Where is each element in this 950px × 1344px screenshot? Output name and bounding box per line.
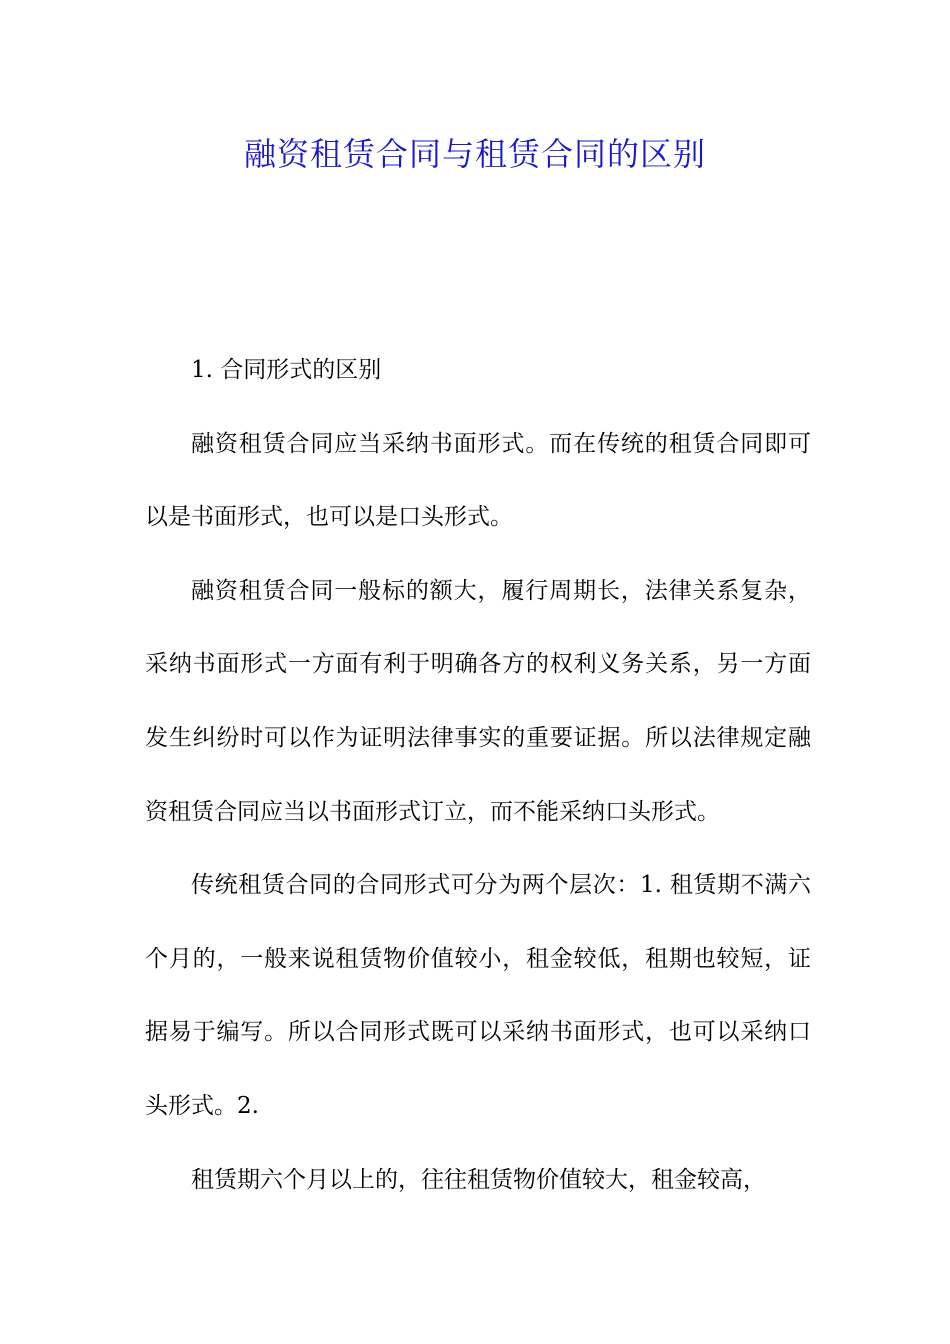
document-body bbox=[145, 334, 811, 1217]
section-heading: 1. 合同形式的区别 bbox=[191, 357, 382, 383]
paragraph: 传统租赁合同的合同形式可分为两个层次：1. 租赁期不满六个月的，一般来说租赁物价值较小，租金较低，租期也较短，证据易于编写。所以合同形式既可以采纳书面形式，也可以采纳口头形式。2. bbox=[145, 872, 811, 1119]
paragraph: 融资租赁合同一般标的额大，履行周期长，法律关系复杂，采纳书面形式一方面有利于明确各方的权利义务关系，另一方面发生纠纷时可以作为证明法律事实的重要证据。所以法律规定融资租赁合同应当以书面形式订立，而不能采纳口头形式。 bbox=[145, 577, 811, 825]
paragraph: 租赁期六个月以上的，往往租赁物价值较大，租金较高， bbox=[191, 1166, 766, 1193]
document-title: 融资租赁合同与租赁合同的区别 bbox=[243, 135, 706, 173]
paragraph: 融资租赁合同应当采纳书面形式。而在传统的租赁合同即可以是书面形式，也可以是口头形式。 bbox=[145, 430, 811, 531]
